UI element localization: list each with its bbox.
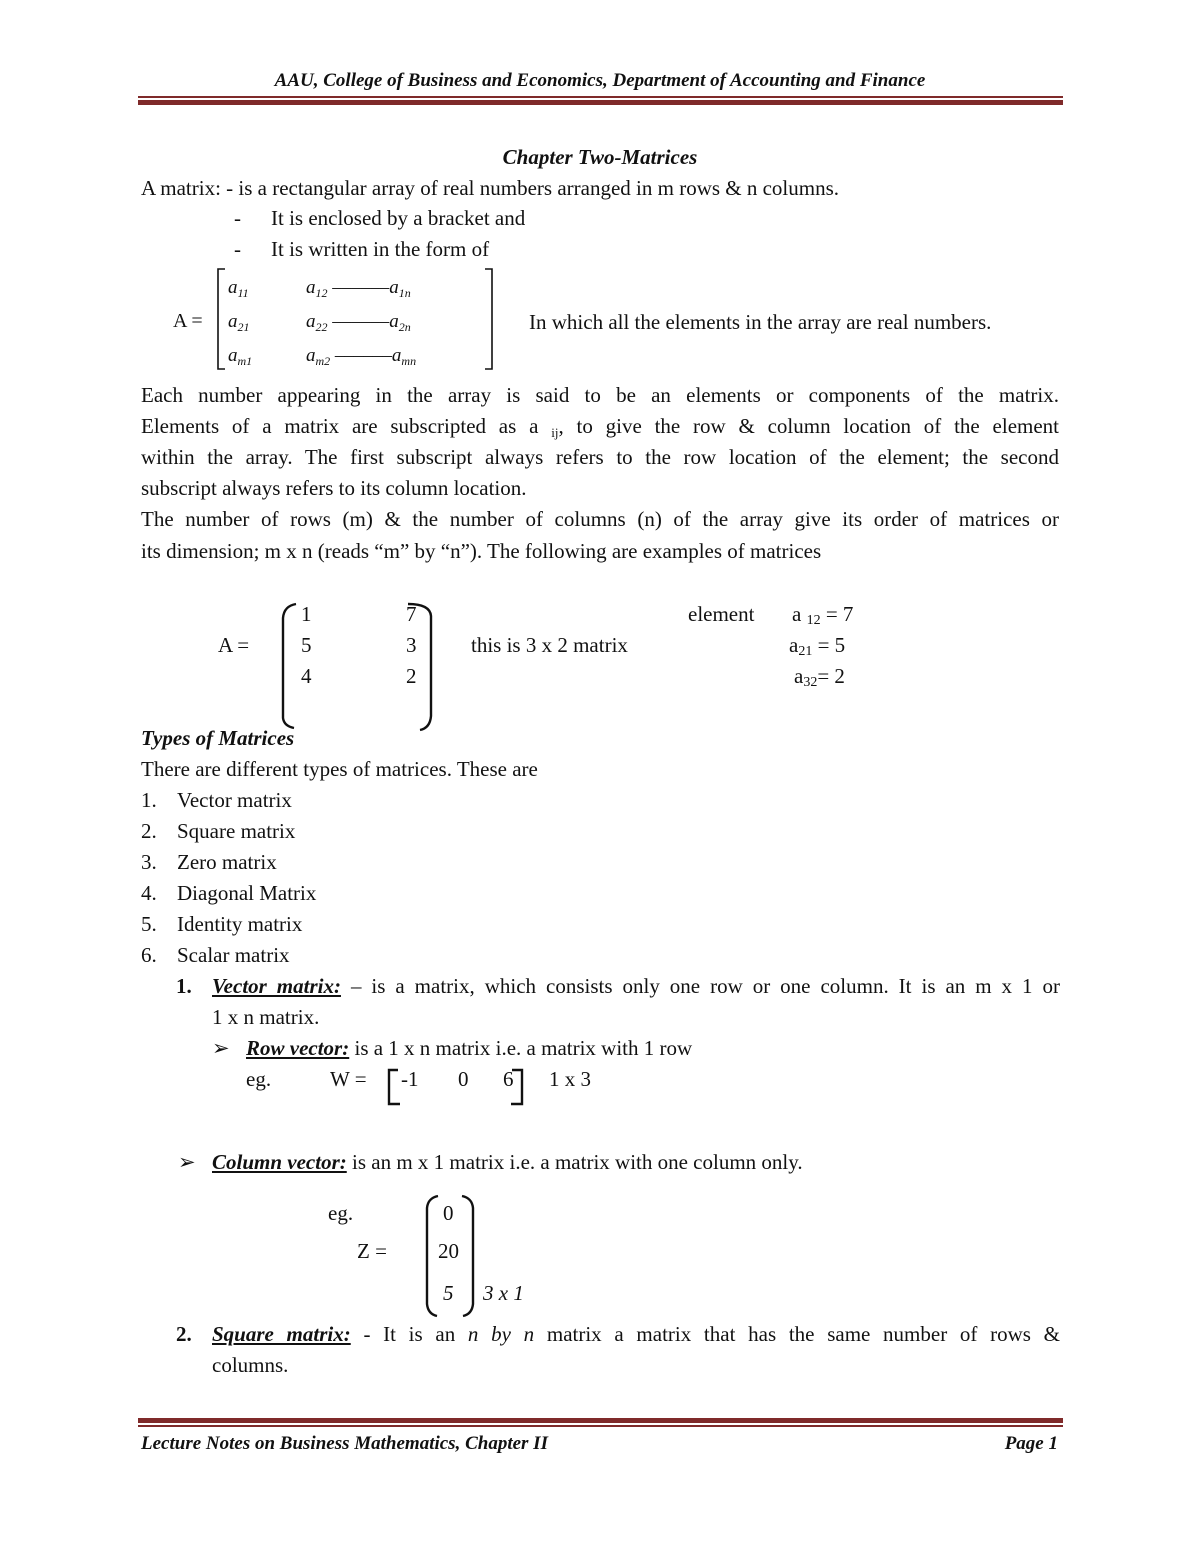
matrix-cell: 5 [443, 1281, 454, 1305]
example-matrix-note: this is 3 x 2 matrix [471, 633, 628, 657]
bullet-dash: - [234, 206, 241, 230]
matrix-cell: $a_{m1}$ [228, 345, 253, 368]
example-matrix-label: A = [218, 633, 250, 657]
square-definition: Square matrix: - It is an n by n matrix a matrix that has the same number of rows & [212, 1322, 1060, 1346]
matrix-cell: 2 [406, 664, 417, 688]
list-item: Diagonal Matrix [177, 881, 317, 905]
general-matrix-note: In which all the elements in the array are real numbers. [529, 310, 992, 334]
matrix-definition: A matrix: - is a rectangular array of real numbers arranged in m rows & n columns. [141, 176, 840, 200]
header-rule-thick [138, 100, 1063, 105]
section-number: 1. [176, 974, 192, 998]
matrix-cell: 6 [503, 1067, 514, 1091]
matrix-cell: $a_{21}$ [228, 311, 250, 334]
matrix-cell: $a_{m2}$ $------a_{mn}$ [306, 345, 417, 368]
matrix-cell: 4 [301, 664, 312, 688]
list-item: Scalar matrix [177, 943, 290, 967]
matrix-cell: -1 [401, 1067, 419, 1091]
matrix-cell: $a_{11}$ [228, 277, 249, 300]
list-item-number: 3. [141, 850, 157, 874]
column-vector-dimension: 3 x 1 [483, 1281, 524, 1305]
types-intro: There are different types of matrices. These are [141, 757, 538, 781]
bullet-item: It is enclosed by a bracket and [271, 206, 526, 230]
row-vector-dimension: 1 x 3 [549, 1067, 591, 1091]
page-header: AAU, College of Business and Economics, Department of Accounting and Finance [274, 70, 926, 91]
square-definition-cont: columns. [212, 1353, 289, 1377]
matrix-cell: 5 [301, 633, 312, 657]
list-item-number: 2. [141, 819, 157, 843]
footer-rule-thick [138, 1418, 1063, 1423]
chapter-title: Chapter Two-Matrices [502, 145, 698, 169]
bullet-item: It is written in the form of [271, 237, 490, 261]
row-vector-definition: Row vector: is a 1 x n matrix i.e. a matrix with 1 row [246, 1036, 693, 1060]
arrow-bullet-icon: ➢ [212, 1036, 230, 1060]
list-item-number: 4. [141, 881, 157, 905]
footer-left: Lecture Notes on Business Mathematics, Chapter II [141, 1433, 548, 1454]
matrix-cell: 3 [406, 633, 417, 657]
element-value: a 12 = 7 [792, 602, 854, 628]
header-rule-thin [138, 96, 1063, 98]
list-item-number: 6. [141, 943, 157, 967]
section-number: 2. [176, 1322, 192, 1346]
column-vector-label: Z = [357, 1239, 387, 1263]
paragraph-line: within the array. The first subscript always refers to the row location of the element; the second [141, 445, 1059, 469]
example-label: eg. [246, 1067, 272, 1091]
element-value: a21 = 5 [789, 633, 846, 659]
paragraph-line: its dimension; m x n (reads “m” by “n”). The following are examples of matrices [141, 539, 822, 563]
paragraph-line: Each number appearing in the array is said to be an elements or components of the matrix. [141, 383, 1059, 407]
page-number: Page 1 [1004, 1433, 1058, 1454]
vector-definition: Vector matrix: – is a matrix, which consists only one row or one column. It is an m x 1 or [212, 974, 1060, 998]
matrix-cell: $a_{22}$ $------a_{2n}$ [306, 311, 411, 334]
matrix-cell: 20 [438, 1239, 459, 1263]
matrix-cell: 7 [406, 602, 417, 626]
row-vector-label: W = [330, 1067, 367, 1091]
example-label: eg. [328, 1201, 354, 1225]
paragraph-line: Elements of a matrix are subscripted as a ij, to give the row & column location of the element [141, 414, 1060, 440]
matrix-cell: 0 [443, 1201, 454, 1225]
matrix-cell: 1 [301, 602, 312, 626]
types-heading: Types of Matrices [141, 726, 295, 750]
list-item: Vector matrix [177, 788, 292, 812]
list-item: Zero matrix [177, 850, 277, 874]
list-item-number: 5. [141, 912, 157, 936]
list-item: Square matrix [177, 819, 296, 843]
element-value: a32= 2 [794, 664, 845, 690]
paragraph-line: subscript always refers to its column location. [141, 476, 527, 500]
list-item-number: 1. [141, 788, 157, 812]
list-item: Identity matrix [177, 912, 303, 936]
arrow-bullet-icon: ➢ [178, 1150, 196, 1174]
vector-definition-cont: 1 x n matrix. [212, 1005, 320, 1029]
column-vector-definition: Column vector: is an m x 1 matrix i.e. a matrix with one column only. [212, 1150, 803, 1174]
matrix-cell: $a_{12}$ $------a_{1n}$ [306, 277, 411, 300]
paragraph-line: The number of rows (m) & the number of columns (n) of the array give its order of matrices or [141, 507, 1059, 531]
element-label: element [688, 602, 755, 626]
general-matrix-label: A = [173, 310, 203, 332]
matrix-cell: 0 [458, 1067, 469, 1091]
footer-rule-thin [138, 1425, 1063, 1427]
bullet-dash: - [234, 237, 241, 261]
